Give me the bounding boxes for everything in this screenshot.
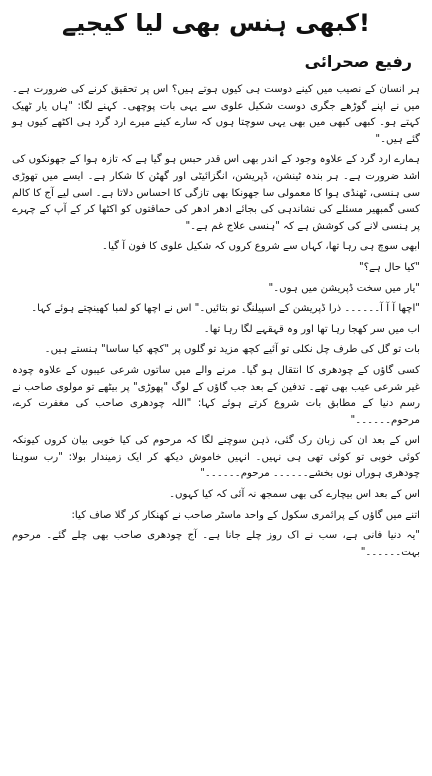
paragraph: بات تو گل کی طرف چل نکلی تو آئیے کچھ مزید تو گلوں پر "کچھ کیا ساسا" ہنستے ہیں۔ xyxy=(44,344,420,356)
paragraph: اتنے میں گاؤں کے پرائمری سکول کے واحد ماسٹر صاحب نے کھنکار کر گلا صاف کیا: xyxy=(71,509,420,521)
dialogue-line: "یار میں سخت ڈپریشن میں ہوں۔" xyxy=(268,282,420,294)
dialogue-line: "کیا حال ہے؟" xyxy=(358,261,420,273)
paragraph: اس کے بعد ان کی زبان رک گئی، ذہن سوچنے لگا کہ مرحوم کی کیا خوبی بیان کروں کیونکہ کوئی خوبی تو کوئی تھی ہی نہیں۔ انہیں خاموش دیکھ کر ایک زمیندار بولا: "رب سوہنا چودھری ہوراں نوں بخشے۔۔۔۔۔۔ مرحوم۔۔۔۔۔۔" xyxy=(12,435,420,480)
author-name: رفیع صحرائی xyxy=(304,52,412,71)
paragraph: کسی گاؤں کے چودھری کا انتقال ہو گیا۔ مرنے والے میں ساتوں شرعی عیبوں کے علاوہ چودہ غیر شرعی عیب بھی تھے۔ تدفین کے بعد جب گاؤں کے لوگ "پھوڑی" پر بیٹھے تو مولوی صاحب نے رسم دنیا کے مطابق بات شروع کرتے ہوئے کہا: "اللہ چودھری صاحب کی مغفرت کرے، مرحوم۔۔۔۔۔۔" xyxy=(12,364,420,426)
paragraph: ہمارے ارد گرد کے علاوہ وجود کے اندر بھی اس قدر حبس ہو گیا ہے کہ تازہ ہوا کے جھونکوں کی اشد ضرورت ہے۔ ہر بندہ ٹینشن، ڈپریشن، انگزائیٹی اور گھٹن کا شکار ہے۔ ایسے میں تھوڑی سی ہنسی، ٹھنڈی ہوا کا معمولی سا جھونکا بھی تازگی کا احساس دلاتا ہے۔ اسی لیے آج کا کالم کسی گمبھیر مسئلے کی نشاندہی کی بجائے ادھر ادھر کی حماقتوں کو اکٹھا کر کے آپ کے چہرے پر ہنسی لانے کی کوشش ہے کہ "ہنسی علاج غم ہے۔" xyxy=(12,154,420,232)
paragraph: "یہ دنیا فانی ہے، سب نے اک روز چلے جانا ہے۔ آج چودھری صاحب بھی چلے گئے۔ مرحوم بہت۔۔۔۔۔۔" xyxy=(12,530,420,558)
paragraph: ابھی سوچ ہی رہا تھا، کہاں سے شروع کروں کہ شکیل علوی کا فون آ گیا۔ xyxy=(102,241,420,253)
paragraph: اب میں سر کھجا رہا تھا اور وہ قہقہے لگا رہا تھا۔ xyxy=(203,323,420,335)
article-title: کبھی ہنس بھی لیا کیجیے! xyxy=(62,9,370,37)
paragraph: اس کے بعد اس بیچارے کی بھی سمجھ نہ آئی کہ کیا کہوں۔ xyxy=(169,489,420,501)
article-body xyxy=(12,82,420,561)
paragraph: "اچھا آ آ آ۔۔۔۔۔۔ ذرا ڈپریشن کے اسپیلنگ تو بتائیں۔" اس نے اچھا کو لمبا کھینچتے ہوئے کہا۔ xyxy=(31,303,420,315)
paragraph: ہر انسان کے نصیب میں کینے دوست ہی کیوں ہوتے ہیں؟ اس پر تحقیق کرنے کی ضرورت ہے۔ میں نے اپنے گوڑھے جگری دوست شکیل علوی سے یہی بات پوچھی۔ کہنے لگا: "ہاں یار ٹھیک کہتے ہو۔ کبھی کبھی میں بھی یہی سوچتا ہوں کہ سارے کینے میرے ارد گرد ہی اکٹھے کیوں ہو گئے ہیں۔" xyxy=(12,84,420,145)
